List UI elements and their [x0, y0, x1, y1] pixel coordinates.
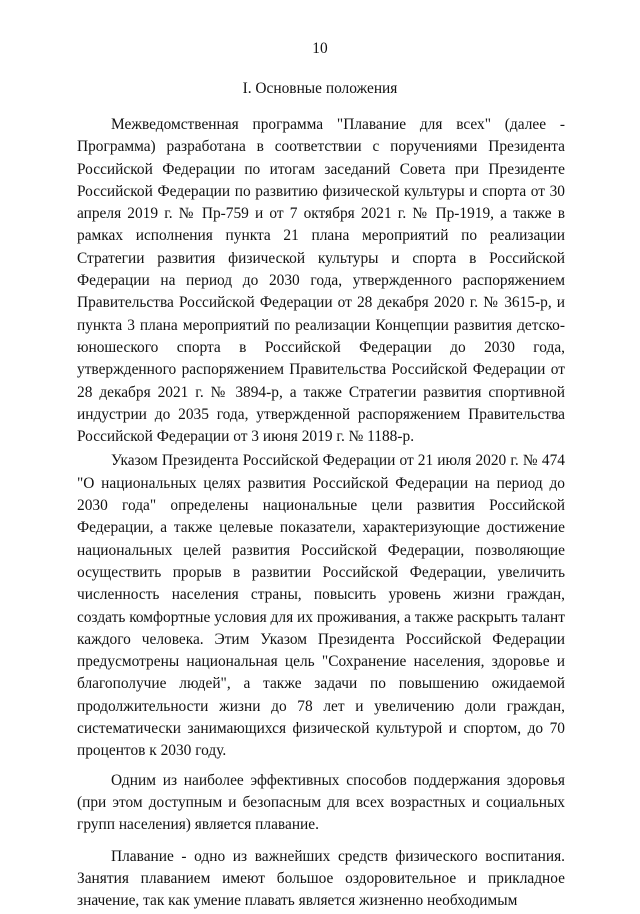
paragraph-program-basis: Межведомственная программа "Плавание для всех" (далее - Программа) разработана в соответствии с поручениями Президента Российской Федерации по итогам заседаний Совета при Президенте Российской Федерации по развитию физической культуры и спорта от 30 апреля 2019 г. № Пр-759 и от 7 октября 2021 г. № Пр-1919, а также в рамках исполнения пункта 21 плана мероприятий по реализации Стратегии развития физической культуры и спорта в Российской Федерации на период до 2030 года, утвержденного распоряжением Правительства Российской Федерации от 28 декабря 2020 г. № 3615-р, и пункта 3 плана мероприятий по реализации Концепции развития детско-юношеского спорта в Российской Федерации до 2030 года, утвержденного распоряжением Правительства Российской Федерации от 28 декабря 2021 г. № 3894-р, а также Стратегии развития спортивной индустрии до 2035 года, утвержденной распоряжением Правительства Российской Федерации от 3 июня 2019 г. № 1188-р.	[77, 116, 565, 446]
page-number: 10	[312, 40, 328, 57]
paragraph-swimming-health: Одним из наиболее эффективных способов поддержания здоровья (при этом доступным и безопасным для всех возрастных и социальных групп населения) является плавание.	[77, 771, 565, 834]
paragraph-national-goals: Указом Президента Российской Федерации от 21 июля 2020 г. № 474 "О национальных целях развития Российской Федерации на период до 2030 года" определены национальные цели развития Российской Федерации, а также целевые показатели, характеризующие достижение национальных целей развития Российской Федерации, позволяющие осуществить прорыв в развитии Российской Федерации, увеличить численность населения страны, повысить уровень жизни граждан, создать комфортные условия для их проживания, а также раскрыть талант каждого человека. Этим Указом Президента Российской Федерации предусмотрены национальная цель "Сохранение населения, здоровье и благополучие людей", а также задачи по повышению ожидаемой продолжительности жизни до 78 лет и увеличению доли граждан, систематически занимающихся физической культурой и спортом, до 70 процентов к 2030 году.	[77, 452, 565, 760]
section-title: I. Основные положения	[242, 80, 398, 97]
paragraph-swimming-education: Плавание - одно из важнейших средств физического воспитания. Занятия плаванием имеют большое оздоровительное и прикладное значение, так как умение плавать является жизненно необходимым	[77, 847, 565, 910]
document-body	[77, 114, 565, 914]
